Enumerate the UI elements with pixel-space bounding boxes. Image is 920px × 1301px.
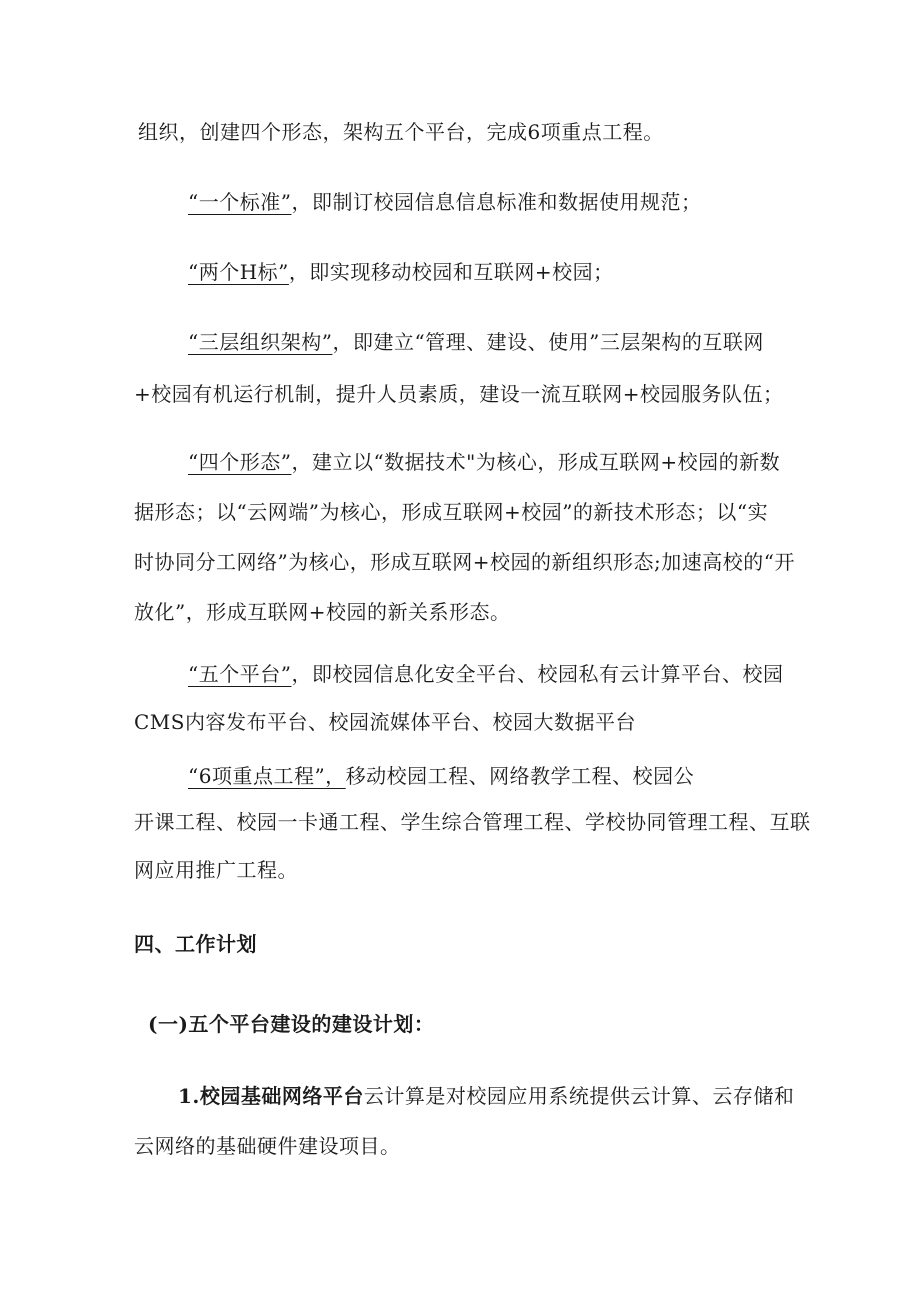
paragraph-line — [188, 188, 701, 216]
heading-text: 四、工作计划 — [134, 932, 257, 956]
paragraph-line — [178, 1082, 794, 1110]
body-text: ，即实现移动校园和互联网+校园； — [288, 260, 614, 284]
body-text: ，建立以“数据技术"为核心，形成互联网+校园的新数 — [291, 450, 781, 474]
term-underlined: “两个H标” — [188, 260, 289, 284]
subheading-text: (一)五个平台建设的建设计划： — [148, 1012, 435, 1036]
paragraph-line — [134, 856, 298, 884]
bold-lead: 1.校园基础网络平台 — [178, 1084, 364, 1108]
paragraph-line — [138, 118, 664, 146]
body-text: 组织，创建四个形态，架构五个平台，完成6项重点工程。 — [138, 120, 664, 144]
term-underlined: “一个标准” — [188, 190, 292, 214]
section-heading — [134, 930, 257, 958]
term-underlined: “三层组织架构” — [188, 330, 333, 354]
body-text: 网应用推广工程。 — [134, 858, 298, 882]
body-text: 云网络的基础硬件建设项目。 — [134, 1134, 401, 1158]
body-text: 时协同分工网络”为核心，形成互联网+校园的新组织形态;加速高校的“开 — [134, 550, 795, 574]
paragraph-line — [188, 762, 694, 790]
body-text: CMS内容发布平台、校园流媒体平台、校园大数据平台 — [134, 710, 636, 734]
body-text: ，即校园信息化安全平台、校园私有云计算平台、校园 — [291, 662, 784, 686]
paragraph-line — [134, 380, 784, 408]
paragraph-line — [188, 448, 780, 476]
body-text: 据形态；以“云网端”为核心，形成互联网+校园”的新技术形态；以“实 — [134, 500, 769, 524]
paragraph-line — [134, 598, 510, 626]
term-underlined: “五个平台” — [188, 662, 292, 686]
paragraph-line — [134, 1132, 401, 1160]
paragraph-line — [134, 548, 795, 576]
body-text: 放化”，形成互联网+校园的新关系形态。 — [134, 600, 511, 624]
body-text: +校园有机运行机制，提升人员素质，建设一流互联网+校园服务队伍； — [134, 382, 784, 406]
paragraph-line — [188, 660, 783, 688]
body-text: 云计算是对校园应用系统提供云计算、云存储和 — [363, 1084, 795, 1108]
term-underlined: “四个形态” — [188, 450, 292, 474]
subsection-heading — [148, 1010, 434, 1038]
body-text: 开课工程、校园一卡通工程、学生综合管理工程、学校协同管理工程、互联 — [134, 810, 811, 834]
paragraph-line — [188, 258, 614, 286]
body-text: 移动校园工程、网络教学工程、校园公 — [345, 764, 695, 788]
term-underlined: “6项重点工程”， — [188, 764, 346, 788]
paragraph-line — [188, 328, 764, 356]
body-text: ，即建立“管理、建设、使用”三层架构的互联网 — [332, 330, 764, 354]
paragraph-line — [134, 498, 768, 526]
paragraph-line — [134, 808, 811, 836]
paragraph-line — [134, 708, 636, 736]
body-text: ，即制订校园信息信息标准和数据使用规范； — [291, 190, 702, 214]
